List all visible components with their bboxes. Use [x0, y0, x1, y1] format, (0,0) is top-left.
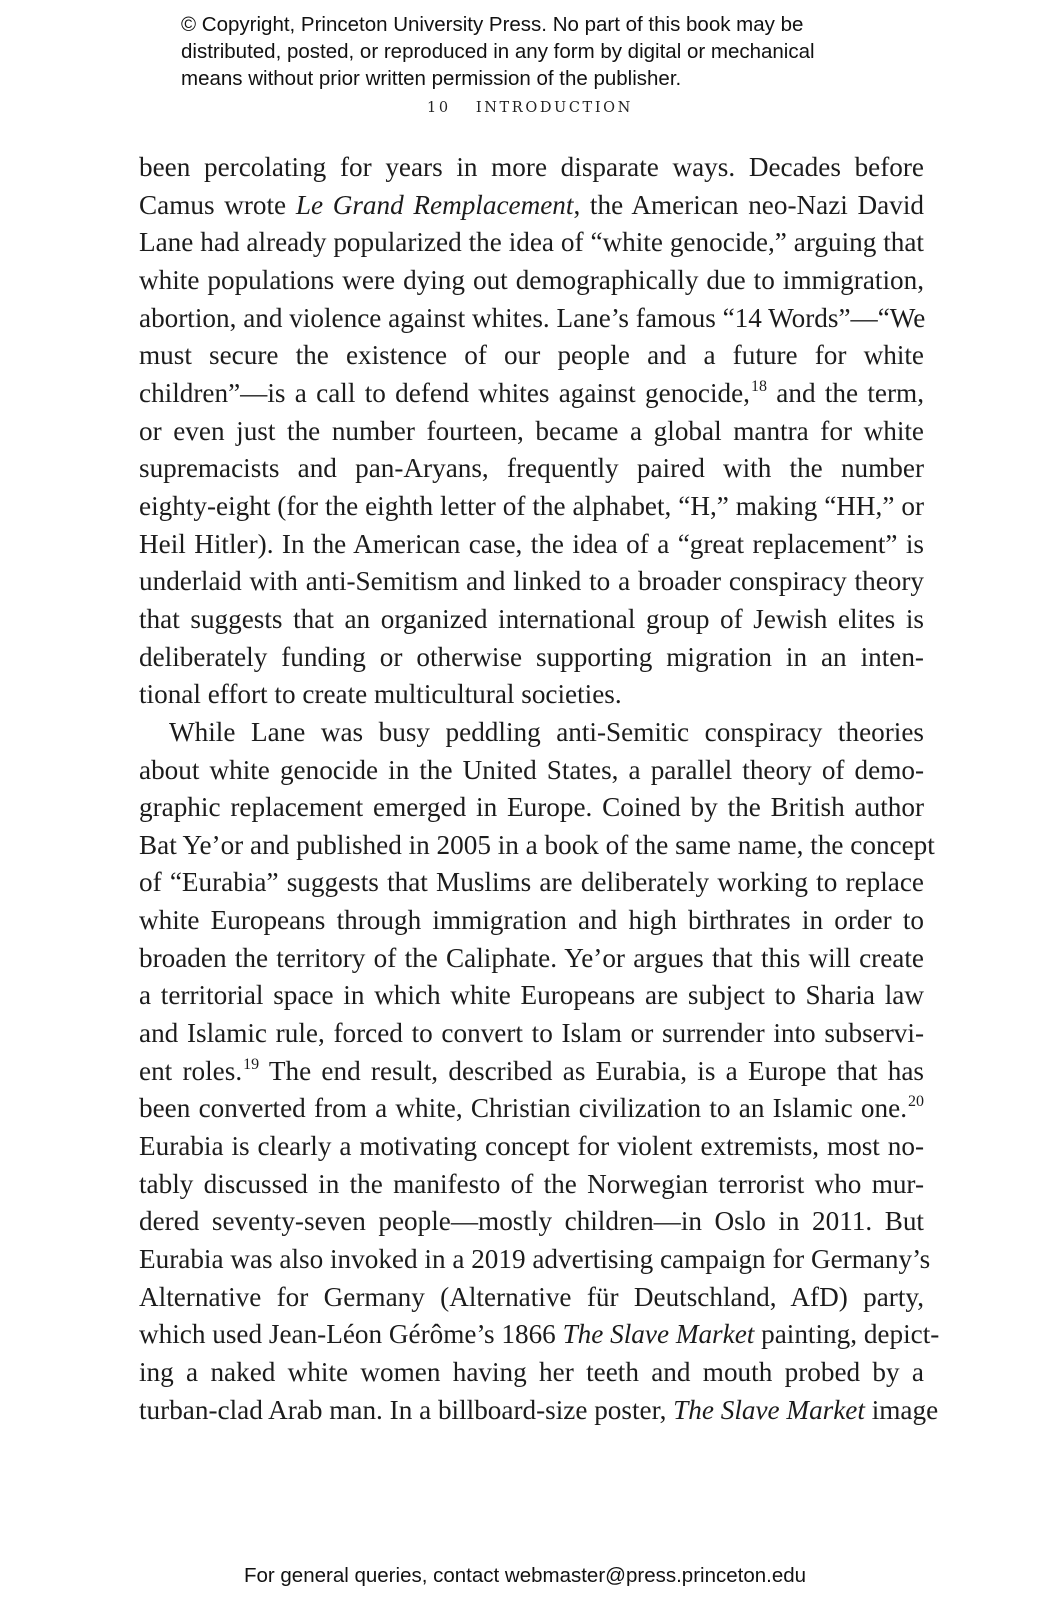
text-run: The end result, described as Eurabia, is a Europe that has: [259, 1055, 924, 1086]
text-line: white populations were dying out demographically due to immigration,: [139, 264, 924, 295]
footnote-ref[interactable]: 19: [243, 1055, 260, 1073]
text-line: graphic replacement emerged in Europe. Coined by the British author: [139, 792, 924, 823]
text-line: broaden the territory of the Caliphate. Ye’or argues that this will create: [139, 942, 924, 973]
artwork-title: The Slave Market: [562, 1319, 755, 1350]
text-run: image: [864, 1394, 939, 1425]
main-text: [139, 149, 940, 1429]
text-line: [139, 1090, 924, 1128]
paragraph: [139, 149, 924, 714]
text-line: underlaid with anti-Semitism and linked to a broader conspiracy theory: [139, 566, 924, 597]
text-line: eighty-eight (for the eighth letter of the alphabet, “H,” making “HH,” or: [139, 490, 924, 521]
text-line: Lane had already popularized the idea of “white genocide,” arguing that: [139, 227, 924, 258]
text-line: that suggests that an organized international group of Jewish elites is: [139, 603, 924, 634]
text-line: Heil Hitler). In the American case, the idea of a “great replacement” is: [139, 528, 924, 559]
text-line: tional effort to create multicultural societies.: [139, 679, 622, 710]
text-line: [139, 1053, 924, 1091]
text-run: and the term,: [766, 377, 925, 408]
text-line: [139, 187, 924, 225]
text-line: [139, 375, 924, 413]
section-title: INTRODUCTION: [475, 100, 633, 116]
text-run: which used Jean-Léon Gérôme’s 1866: [139, 1319, 563, 1350]
text-line: of “Eurabia” suggests that Muslims are deliberately working to replace: [139, 867, 924, 898]
text-line: about white genocide in the United States, a parallel theory of demo-: [139, 754, 924, 785]
text-run: , the American neo-Nazi David: [573, 189, 924, 220]
text-line: ing a naked white women having her teeth and mouth probed by a: [139, 1357, 924, 1387]
copyright-line: distributed, posted, or reproduced in any form by digital or mechanical: [181, 40, 815, 63]
text-run: children”—is a call to defend whites against genocide,: [139, 377, 750, 408]
copyright-notice: [181, 11, 941, 92]
text-line: and Islamic rule, forced to convert to Islam or surrender into subservi-: [139, 1018, 924, 1049]
text-line: dered seventy-seven people—mostly children—in Oslo in 2011. But: [139, 1206, 924, 1237]
text-run: been converted from a white, Christian civilization to an Islamic one.: [139, 1093, 907, 1124]
copyright-line: © Copyright, Princeton University Press. No part of this book may be: [181, 13, 804, 36]
text-line: [139, 1316, 940, 1354]
text-line: white Europeans through immigration and high birthrates in order to: [139, 905, 924, 936]
text-line: tably discussed in the manifesto of the Norwegian terrorist who mur-: [139, 1168, 924, 1199]
text-run: turban-clad Arab man. In a billboard-size poster,: [139, 1394, 674, 1425]
copyright-line: means without prior written permission of the publisher.: [181, 67, 682, 90]
text-line: abortion, and violence against whites. Lane’s famous “14 Words”—“We: [139, 302, 926, 333]
page-number: 10: [427, 100, 451, 116]
text-line: Eurabia was also invoked in a 2019 advertising campaign for Germany’s: [139, 1244, 931, 1275]
text-line: must secure the existence of our people and a future for white: [139, 340, 924, 371]
paragraph: [139, 714, 940, 1429]
text-line: Eurabia is clearly a motivating concept for violent extremists, most no-: [139, 1131, 924, 1162]
text-line: deliberately funding or otherwise supporting migration in an inten-: [139, 641, 924, 672]
text-run: Camus wrote: [139, 189, 296, 220]
running-head: [0, 100, 1050, 116]
footnote-ref[interactable]: 18: [750, 377, 767, 395]
text-line: [139, 1392, 939, 1430]
text-line: a territorial space in which white Europeans are subject to Sharia law: [139, 980, 924, 1011]
artwork-title: The Slave Market: [673, 1394, 865, 1425]
footnote-ref[interactable]: 20: [908, 1093, 924, 1111]
text-run: painting, depict-: [754, 1319, 940, 1350]
text-line: or even just the number fourteen, became a global mantra for white: [139, 415, 924, 446]
text-line: supremacists and pan-Aryans, frequently paired with the number: [139, 453, 924, 484]
text-run: ent roles.: [139, 1055, 243, 1086]
footer-contact: For general queries, contact webmaster@press.princeton.edu: [243, 1564, 807, 1587]
text-line: been percolating for years in more disparate ways. Decades before: [139, 152, 924, 182]
text-line: Bat Ye’or and published in 2005 in a book of the same name, the concept: [139, 829, 935, 860]
book-title: Le Grand Remplacement: [295, 189, 574, 220]
text-line: While Lane was busy peddling anti-Semitic conspiracy theories: [169, 716, 924, 747]
text-line: Alternative for Germany (Alternative für Deutschland, AfD) party,: [139, 1281, 924, 1312]
